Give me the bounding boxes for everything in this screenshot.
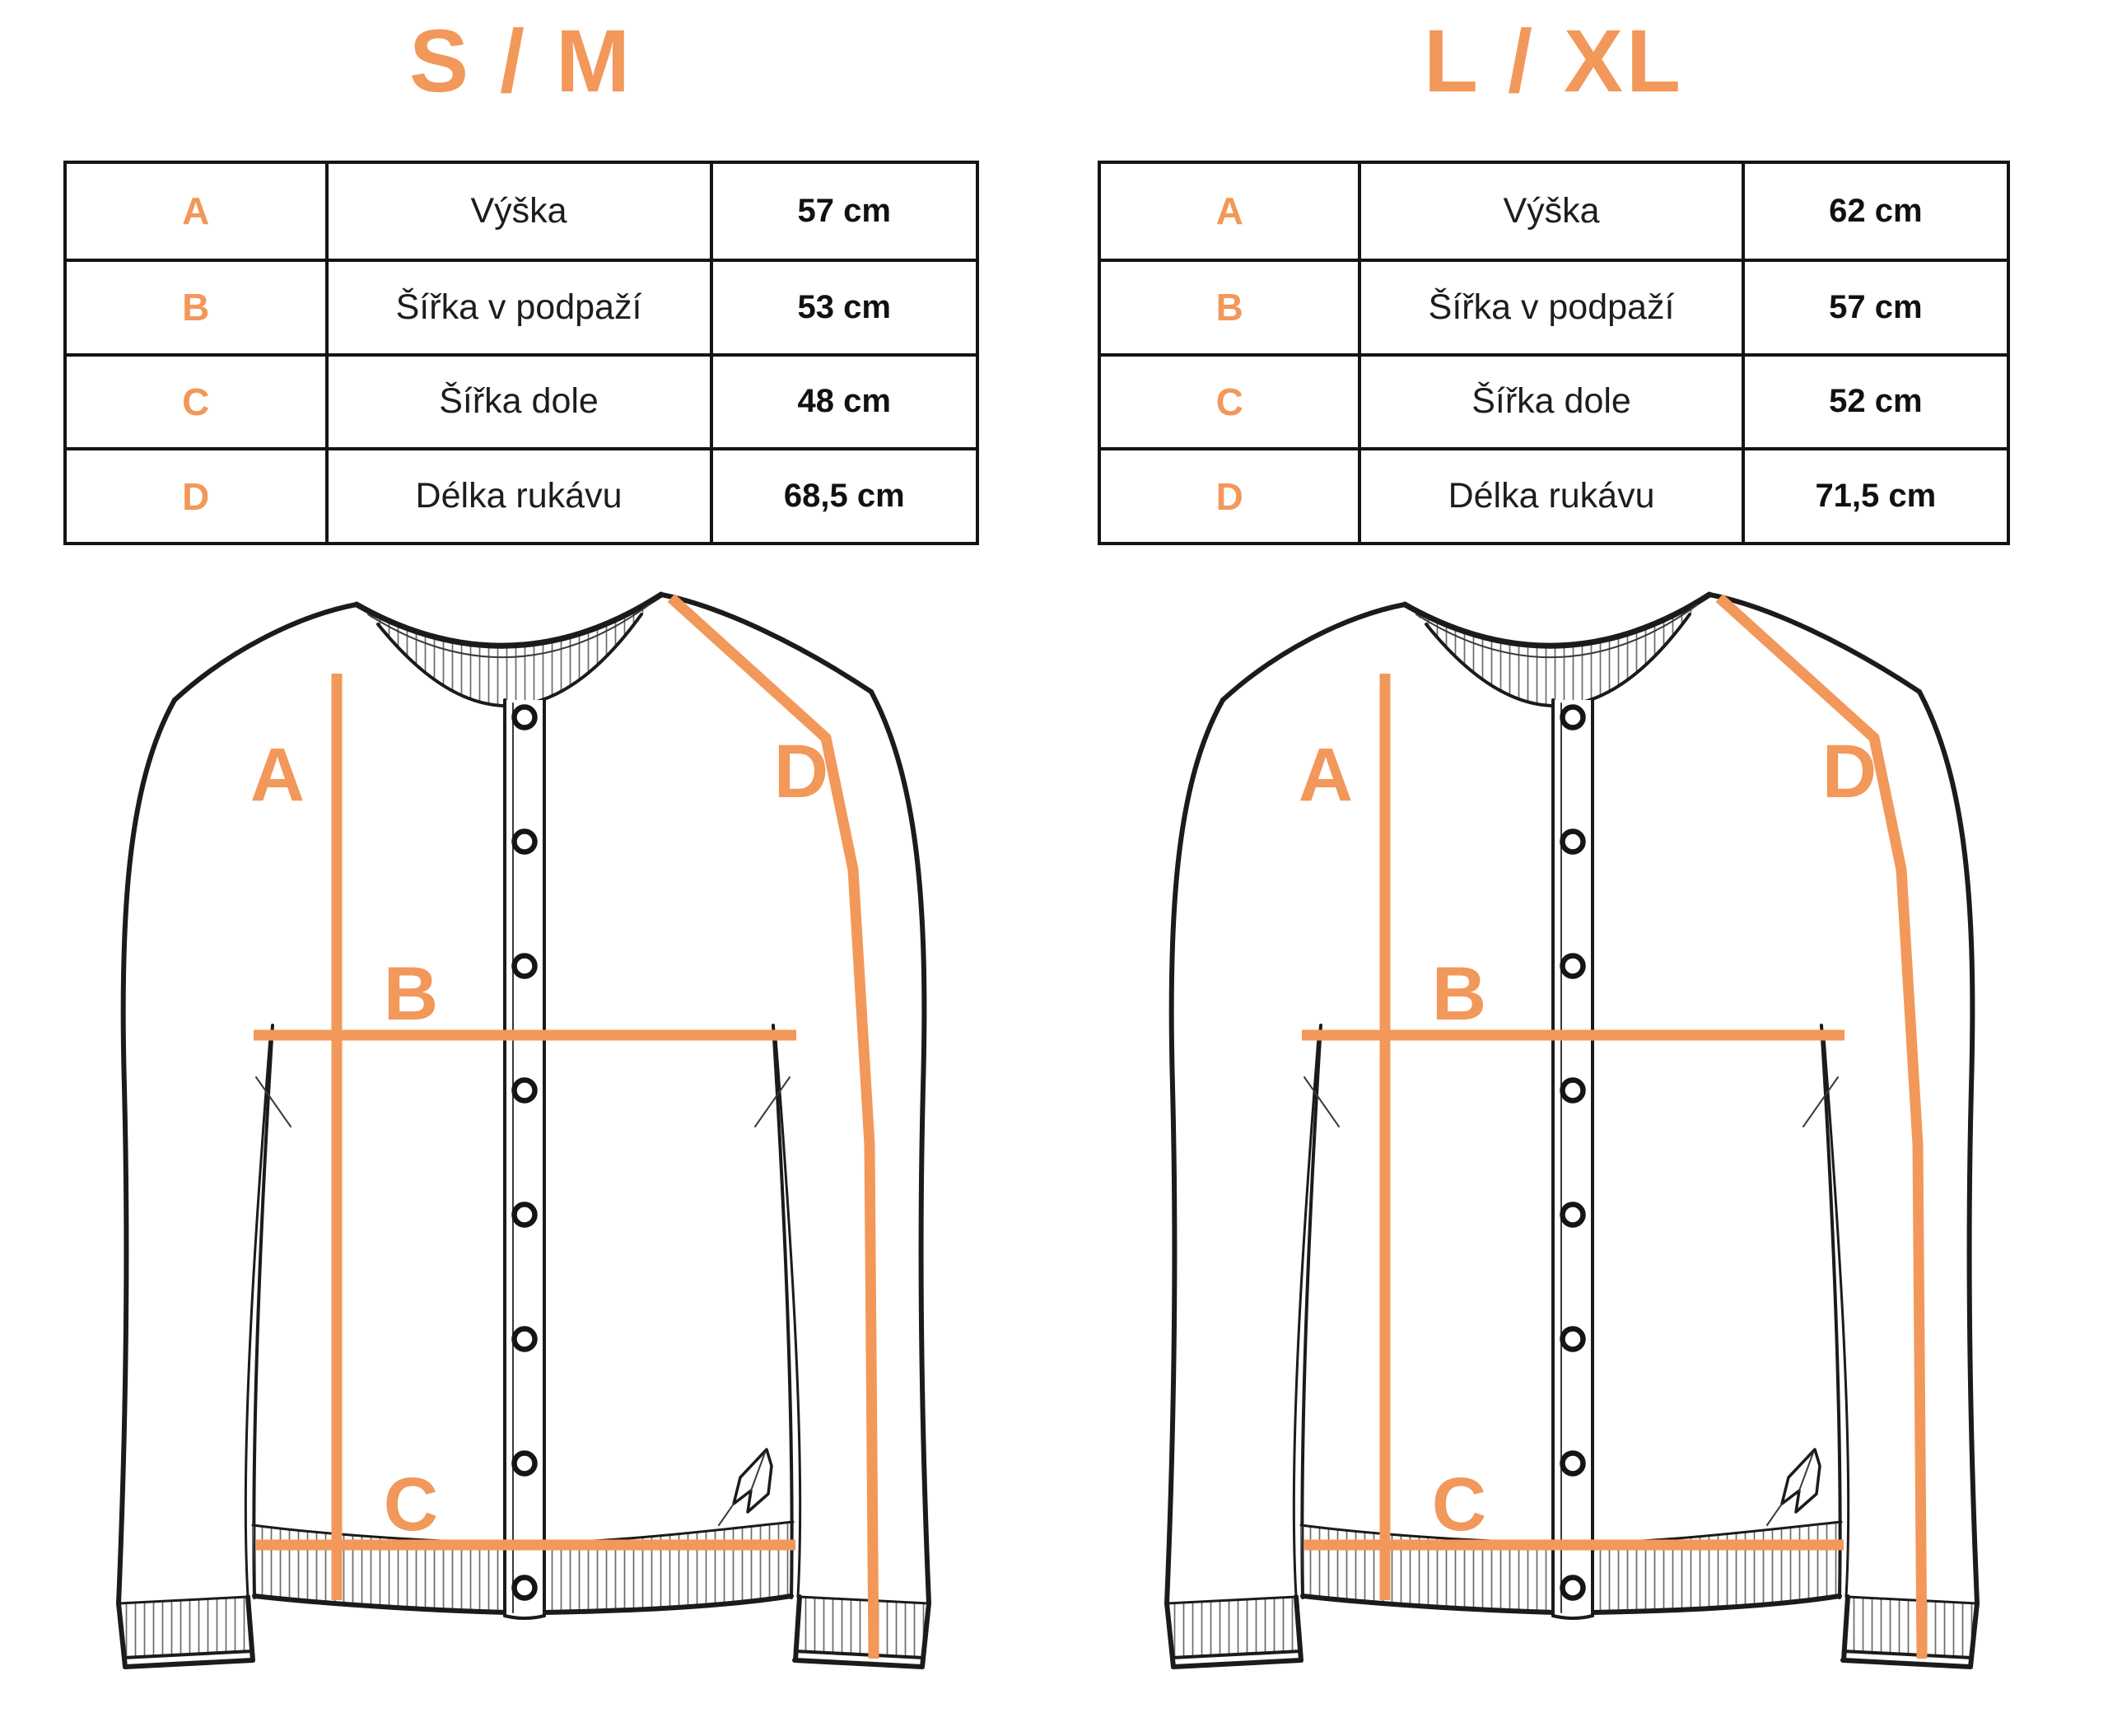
row-label: Šířka v podpaží xyxy=(325,262,710,353)
row-value: 68,5 cm xyxy=(710,450,976,542)
row-letter: B xyxy=(182,286,210,329)
size-title-lxl: L / XL xyxy=(1423,10,1685,110)
row-label: Výška xyxy=(325,164,710,259)
row-label: Šířka dole xyxy=(325,357,710,448)
row-value: 57 cm xyxy=(710,164,976,259)
row-label: Délka rukávu xyxy=(1358,450,1741,542)
row-letter: A xyxy=(182,189,210,233)
row-label: Délka rukávu xyxy=(325,450,710,542)
table-row xyxy=(67,447,976,542)
size-table-lxl xyxy=(1098,161,2010,545)
row-letter: D xyxy=(182,474,210,518)
table-row xyxy=(1101,164,2007,259)
table-row xyxy=(67,164,976,259)
row-label: Výška xyxy=(1358,164,1741,259)
row-value: 53 cm xyxy=(710,262,976,353)
table-row xyxy=(1101,447,2007,542)
size-table-sm xyxy=(63,161,979,545)
row-value: 52 cm xyxy=(1742,357,2007,448)
measure-line-d xyxy=(671,598,874,1659)
table-row xyxy=(67,259,976,353)
table-row xyxy=(1101,259,2007,353)
row-value: 57 cm xyxy=(1742,262,2007,353)
diagram-label-b: B xyxy=(383,952,439,1036)
diagram-label-d: D xyxy=(773,730,829,814)
cardigan-diagram-lxl xyxy=(1143,576,1999,1734)
diagram-label-b: B xyxy=(1431,952,1487,1036)
row-letter: A xyxy=(1215,189,1243,233)
table-row xyxy=(67,353,976,448)
row-label: Šířka dole xyxy=(1358,357,1741,448)
diagram-label-a: A xyxy=(1298,733,1354,817)
diagram-label-d: D xyxy=(1821,730,1877,814)
diagram-label-a: A xyxy=(250,733,305,817)
diagram-label-c: C xyxy=(1431,1463,1487,1547)
row-value: 71,5 cm xyxy=(1742,450,2007,542)
row-value: 48 cm xyxy=(710,357,976,448)
row-label: Šířka v podpaží xyxy=(1358,262,1741,353)
diagram-label-c: C xyxy=(383,1463,439,1547)
row-letter: D xyxy=(1215,474,1243,518)
row-letter: B xyxy=(1215,286,1243,329)
row-letter: C xyxy=(1215,380,1243,423)
table-row xyxy=(1101,353,2007,448)
row-letter: C xyxy=(182,380,210,423)
size-title-sm: S / M xyxy=(408,10,634,110)
cardigan-diagram-sm xyxy=(95,576,951,1734)
measure-line-d xyxy=(1719,598,1922,1659)
row-value: 62 cm xyxy=(1742,164,2007,259)
